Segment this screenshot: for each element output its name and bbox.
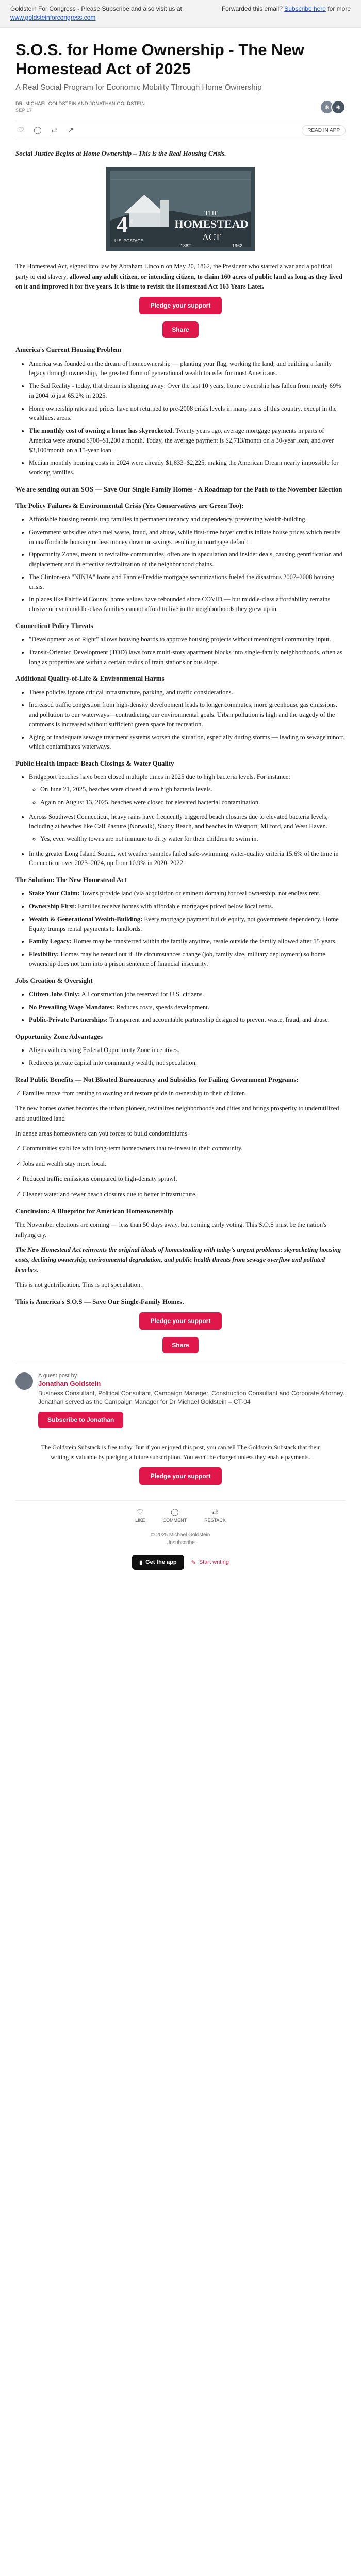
post-actions-bar <box>15 121 346 140</box>
comment-icon: ◯ <box>170 1507 179 1516</box>
stamp-year-left: 1862 <box>180 243 191 249</box>
homestead-paragraph: The Homestead Act, signed into law by Abraham Lincoln on May 20, 1862, the President who started a war and a political party to end slavery, allowed any adult citizen, or intending citizen, to claim 160 acres of public land as long as they lived on it and improved it for five years. It is time to revisit the Homestead Act 163 Years Later. <box>15 263 342 290</box>
post-subtitle: A Real Social Program for Economic Mobility Through Home Ownership <box>15 82 262 92</box>
result-line: ✓ Jobs and wealth stay more local. <box>15 1160 107 1167</box>
list-item: • The monthly cost of owning a home has skyrocketed. Twenty years ago, average mortgage payments in parts of America were around $700–$1,200 a month. Today, the average payment is $2,713/month on a 30-year loan, and over $3,100/month on a 15-year loan. <box>29 426 346 455</box>
subscribe-guest-button[interactable]: Subscribe to Jonathan <box>38 1412 123 1428</box>
result-line: ✓ Cleaner water and fewer beach closures due to better infrastructure. <box>15 1190 197 1198</box>
list-item: • Ownership First: Families receive homes with affordable mortgages priced below local rents. <box>29 902 346 911</box>
stamp-title-2: HOMESTEAD <box>174 217 249 231</box>
beach-sublist <box>29 785 346 807</box>
guest-post-block <box>15 1364 346 1429</box>
section-results: Real Public Benefits — Not Bloated Bureaucracy and Subsidies for Failing Government Programs: <box>15 1075 299 1083</box>
conclusion-paragraph: The November elections are coming — less than 50 days away, but coming early voting. This S.O.S must be the nation's rallying cry. <box>15 1221 327 1239</box>
section-oz: Opportunity Zone Advantages <box>15 1032 103 1041</box>
list-item: • Stake Your Claim: Towns provide land (via acquisition or eminent domain) for real ownership, not endless rent. <box>29 889 346 899</box>
list-item: • Citizen Jobs Only: All construction jobs reserved for U.S. citizens. <box>29 990 346 999</box>
start-writing-link[interactable]: ✎ Start writing <box>191 1559 229 1566</box>
pledge-message: The Goldstein Substack is free today. But if you enjoyed this post, you can tell The Goldstein Substack that their writing is valuable by pledging a future subscription. You won't be charged unless they enable payments. <box>41 1444 320 1461</box>
ct-list <box>15 635 346 667</box>
guest-name[interactable]: Jonathan Goldstein <box>38 1379 101 1387</box>
like-action[interactable]: ♡ LIKE <box>135 1507 145 1523</box>
share-button[interactable]: Share <box>162 321 198 338</box>
intro-line: Social Justice Begins at Home Ownership – This is the Real Housing Crisis. <box>15 149 226 158</box>
list-item: • In places like Fairfield County, home values have rebounded since COVID — but middle-class affordability remains elusive or even middle-class families cannot afford to live in the neighborhoods they grew up in. <box>29 595 346 614</box>
conclusion-paragraph: This is not gentrification. This is not speculation. <box>15 1281 142 1289</box>
unsubscribe-link[interactable]: Unsubscribe <box>166 1539 195 1546</box>
post-date: SEP 17 <box>15 108 32 113</box>
stamp-image <box>15 164 346 255</box>
quality-list <box>15 688 346 752</box>
like-icon: ♡ <box>137 1507 144 1516</box>
section-quality: Additional Quality-of-Life & Environmental Harms <box>15 674 165 683</box>
author-names[interactable]: DR. MICHAEL GOLDSTEIN AND JONATHAN GOLDSTEIN <box>15 100 145 106</box>
section-conclusion: Conclusion: A Blueprint for American Homeownership <box>15 1207 173 1215</box>
restack-icon[interactable]: ⇄ <box>51 126 57 135</box>
homestead-stamp-graphic <box>103 164 258 255</box>
list-item: • These policies ignore critical infrastructure, parking, and traffic considerations. <box>29 688 346 698</box>
list-item: • The Clinton-era "NINJA" loans and Fannie/Freddie mortgage securitizations fueled the disastrous 2007–2008 housing crisis. <box>29 572 346 592</box>
list-item: • Opportunity Zones, meant to revitalize communities, often are in speculation and insider deals, causing gentrification and displacement and in effective revitalization of the neighborhood chains. <box>29 550 346 569</box>
list-item: • Increased traffic congestion from high-density development leads to longer commutes, more greenhouse gas emissions, and pollution to our waterways—contradicting our environmental goals. Urban pollution is high and the tragedy of the commons is increased without sufficient green space for recreation. <box>29 700 346 729</box>
stamp-title-1: THE <box>204 210 219 218</box>
share-button[interactable]: Share <box>162 1337 198 1353</box>
beach-list <box>15 772 346 868</box>
list-item: ◦ On June 21, 2025, beaches were closed due to high bacteria levels. <box>40 785 346 794</box>
section-current-problem: America's Current Housing Problem <box>15 346 121 354</box>
list-item: • Home ownership rates and prices have not returned to pre-2008 crisis levels in many parts of this country, except in the wealthiest areas. <box>29 404 346 423</box>
list-item: ◦ Again on August 13, 2025, beaches were closed for elevated bacterial contamination. <box>40 798 346 807</box>
comment-action[interactable]: ◯ COMMENT <box>162 1507 187 1523</box>
pledge-button[interactable]: Pledge your support <box>139 297 222 314</box>
solution-list <box>15 889 346 969</box>
banner-trailing: Forwarded this email? Subscribe here for more <box>221 5 351 12</box>
pencil-icon: ✎ <box>191 1559 196 1566</box>
list-item: • Affordable housing rentals trap families in permanent tenancy and dependency, preventing wealth-building. <box>29 515 346 524</box>
section-policy-failures: The Policy Failures & Environmental Crisis (Yes Conservatives are Green Too): <box>15 501 244 510</box>
restack-icon: ⇄ <box>212 1507 218 1516</box>
post-title[interactable]: S.O.S. for Home Ownership - The New Homestead Act of 2025 <box>15 40 304 78</box>
list-item: • Government subsidies often fuel waste, fraud, and abuse, while first-time buyer credits inflate house prices which results in unaffordable housing or less money down or savings resulting in mortgage default. <box>29 528 346 547</box>
stamp-title-3: ACT <box>202 232 221 243</box>
result-line: ✓ Communities stabilize with long-term homeowners that re-invest in their community. <box>15 1145 243 1153</box>
guest-bio: Business Consultant, Political Consultant, Campaign Manager, Construction Consultant and Corporate Attorney. Jonathan served as the Campaign Manager for Dr Michael Goldstein – CT-04 <box>38 1389 345 1405</box>
stamp-postage: U.S. POSTAGE <box>114 239 143 244</box>
bottom-actions <box>15 1500 346 1523</box>
result-line: In dense areas homeowners can you forces to build condominiums <box>15 1130 187 1138</box>
list-item: • Aligns with existing Federal Opportunity Zone incentives. <box>29 1045 346 1055</box>
share-row-1 <box>15 321 346 338</box>
banner-site-link[interactable]: www.goldsteinforcongress.com <box>10 13 96 21</box>
jobs-list <box>15 990 346 1025</box>
copyright: © 2025 Michael Goldstein <box>151 1532 210 1538</box>
pledge-button[interactable]: Pledge your support <box>139 1312 222 1330</box>
post-body <box>15 28 346 1570</box>
section-beach: Public Health Impact: Beach Closings & Water Quality <box>15 759 174 768</box>
share-icon[interactable]: ↗ <box>68 126 74 135</box>
oz-list <box>15 1045 346 1068</box>
policy-list <box>15 515 346 614</box>
list-item: • Redirects private capital into community wealth, not speculation. <box>29 1058 346 1068</box>
section-jobs: Jobs Creation & Oversight <box>15 976 93 985</box>
pledge-row-3 <box>15 1467 346 1485</box>
comment-icon[interactable]: ◯ <box>34 126 42 135</box>
phone-icon: ▮ <box>139 1559 143 1566</box>
list-item: ◦ Yes, even wealthy towns are not immune to dirty water for their children to swim in. <box>40 834 346 844</box>
copyright-block <box>15 1531 346 1547</box>
list-item: • Wealth & Generational Wealth-Building: Every mortgage payment builds equity, not government dependency. Home Equity trumps rental payments to landlords. <box>29 914 346 934</box>
author-avatars <box>323 100 346 114</box>
list-item: • Bridgeport beaches have been closed multiple times in 2025 due to high bacteria levels. For instance: ◦ On June 21, 2025, beaches were closed due to high bacteria levels. ◦ Again on August 13, 2025, beaches were closed for elevated bacterial contamination. <box>29 772 346 807</box>
conclusion-paragraph: The New Homestead Act reinvents the original ideals of homesteading with today's urgent problems: skyrocketing housing costs, declining ownership, environmental degradation, and public health threats from sewage overflow and polluted beaches. <box>15 1246 341 1274</box>
section-solution: The Solution: The New Homestead Act <box>15 876 127 884</box>
avatar[interactable]: ◉ <box>320 100 334 114</box>
list-item: • "Development as of Right" allows housing boards to approve housing projects without meaningful community input. <box>29 635 346 645</box>
list-item: • Median monthly housing costs in 2024 were already $1,833–$2,225, making the American Dream nearly impossible for working families. <box>29 458 346 478</box>
stamp-cents: ¢ <box>130 218 134 226</box>
list-item: • The Sad Reality - today, that dream is slipping away: Over the last 10 years, home ownership has fallen from nearly 69% in 2004 to just 65.2% in 2025. <box>29 381 346 401</box>
top-banner <box>0 0 361 28</box>
read-in-app-button[interactable]: READ IN APP <box>302 125 346 136</box>
result-line: The new homes owner becomes the urban pioneer, revitalizes neighborhoods and cities and brings prosperity to underutilized and unutilized land <box>15 1105 339 1122</box>
stamp-year-right: 1962 <box>232 243 243 249</box>
byline-row <box>15 100 346 114</box>
section-ct-threats: Connecticut Policy Threats <box>15 621 93 630</box>
list-item: • Transit-Oriented Development (TOD) laws force multi-story apartment blocks into single-family neighborhoods, often as long as properties are within a certain radius of train stations or bus stops. <box>29 648 346 667</box>
result-line: ✓ Families move from renting to owning and restore pride in ownership to their children <box>15 1089 245 1097</box>
closing-line: This is America's S.O.S — Save Our Single-Family Homes. <box>15 1298 184 1306</box>
section-sos: We are sending out an SOS — Save Our Single Family Homes - A Roadmap for the Path to the November Election <box>15 485 342 493</box>
byline <box>15 100 145 114</box>
avatar[interactable] <box>15 1372 33 1390</box>
list-item: • Across Southwest Connecticut, heavy rains have frequently triggered beach closures due to elevated bacteria levels, including at beaches like Calf Pasture (Norwalk), Shady Beach, and beaches in Westport, Milford, and West Haven. ◦ Yes, even wealthy towns are not immune to dirty water for their children to swim in. <box>29 812 346 843</box>
list-item: • Public-Private Partnerships: Transparent and accountable partnership designed to prevent waste, fraud, and abuse. <box>29 1015 346 1025</box>
banner-text: Goldstein For Congress - Please Subscribe and also visit us at <box>10 5 182 12</box>
footer-cta <box>15 1555 346 1570</box>
result-line: ✓ Reduced traffic emissions compared to high-density sprawl. <box>15 1175 177 1183</box>
like-icon[interactable]: ♡ <box>18 126 25 135</box>
pledge-row-1 <box>15 297 346 314</box>
list-item: • Aging or inadequate sewage treatment systems worsen the situation, especially during storms — leading to sewage runoff, which contaminates waterways. <box>29 733 346 752</box>
get-app-button[interactable]: ▮ Get the app <box>132 1555 184 1570</box>
beach-sublist <box>29 834 346 844</box>
guest-label: A guest post by <box>38 1372 77 1379</box>
avatar[interactable]: ◉ <box>331 100 346 114</box>
list-item: • America was founded on the dream of homeownership — planting your flag, working the land, and building a family legacy through ownership, the greatest form of generational wealth transfer for most Americans. <box>29 359 346 379</box>
list-item: • Family Legacy: Homes may be transferred within the family anytime, resale outside the family allowed after 15 years. <box>29 937 346 946</box>
restack-action[interactable]: ⇄ RESTACK <box>204 1507 226 1523</box>
list-item: • In the greater Long Island Sound, wet weather samples failed safe-swimming water-quality criteria 15.6% of the time in Connecticut over 2023–2024, up from 10.9% in 2020–2022. <box>29 849 346 869</box>
list-item: • No Prevailing Wage Mandates: Reduces costs, speeds development. <box>29 1003 346 1012</box>
pledge-button[interactable]: Pledge your support <box>139 1467 222 1485</box>
stamp-denomination: 4 <box>117 212 128 238</box>
banner-subscribe-link[interactable]: Subscribe here <box>284 5 326 12</box>
problem-list <box>15 359 346 478</box>
list-item: • Flexibility: Homes may be rented out if life circumstances change (job, family size, military deployment) so home ownership does not turn into a prison sentence of financial insecurity. <box>29 950 346 969</box>
pledge-row-2 <box>15 1312 346 1330</box>
share-row-2 <box>15 1337 346 1353</box>
